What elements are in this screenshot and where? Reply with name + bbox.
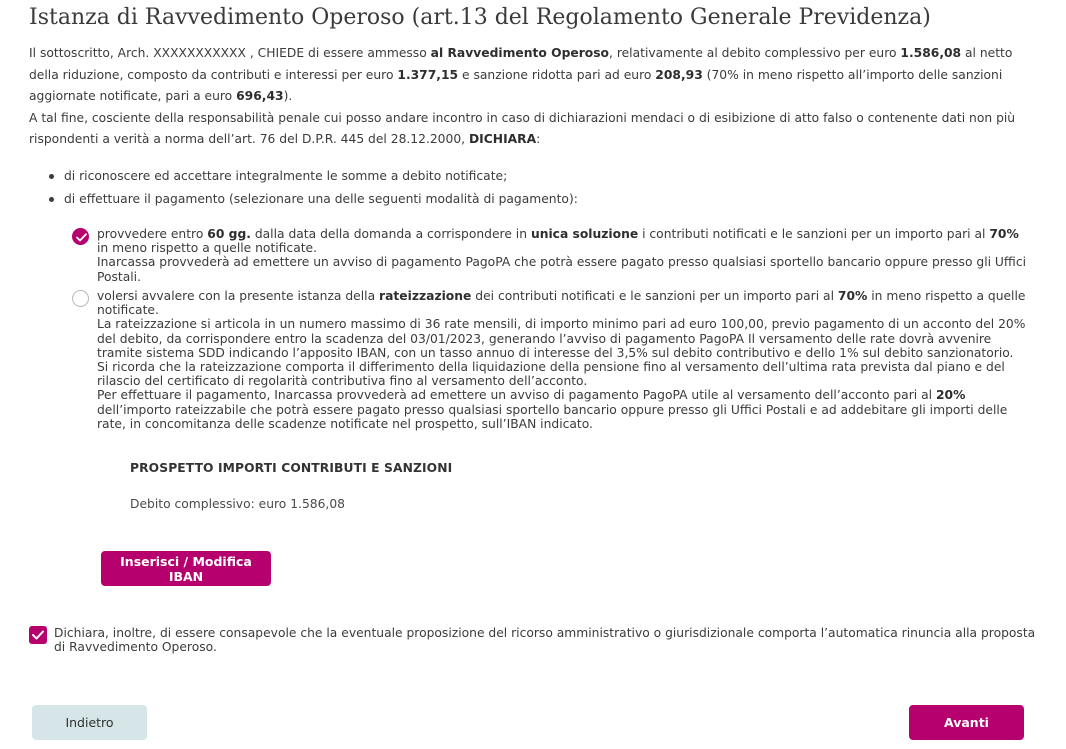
checkmark-icon	[32, 630, 44, 640]
text-segment: in meno rispetto a quelle notificate.	[97, 289, 1026, 318]
text-segment: ).	[283, 89, 293, 103]
text-segment-bold: 208,93	[655, 67, 703, 82]
debito-complessivo: Debito complessivo: euro 1.586,08	[130, 497, 345, 511]
list-item	[48, 188, 578, 211]
text-segment: dalla data della domanda a corrispondere in	[250, 227, 531, 241]
text-segment-bold: al Ravvedimento Operoso	[430, 46, 609, 60]
dichiara-text: Dichiara, inoltre, di essere consapevole che la eventuale proposizione del ricorso amministrativo o giurisdizionale comporta l’automatica rinuncia alla proposta di Ravvedimento Operoso.	[54, 626, 1036, 655]
payment-option-line	[97, 388, 1032, 431]
text-segment-bold: DICHIARA	[468, 132, 537, 146]
text-segment-bold: 20%	[935, 388, 966, 403]
text-segment: dei contributi notificati e le sanzioni per un importo pari al	[471, 289, 838, 303]
next-button[interactable]: Avanti	[909, 705, 1024, 740]
text-segment: A tal fine, cosciente della responsabilità penale cui posso andare incontro in caso di dichiarazioni mendaci o di esibizione di atto falso o contenente dati non più rispondenti a verità a norma dell’art. 76 del D.P.R. 445 del 28.12.2000,	[29, 110, 1016, 146]
payment-option-text	[97, 289, 1032, 431]
text-segment: :	[536, 132, 541, 146]
text-segment: Si ricorda che la rateizzazione comporta il differimento della liquidazione della pensione fino al versamento dell’ultima rata prevista dal piano e del rilascio del certificato di regolarità contributiva fino al versamento dell’acconto.	[97, 360, 1005, 389]
payment-option-line	[97, 317, 1032, 360]
payment-option-text	[97, 227, 1032, 284]
payment-option-rateizzazione[interactable]	[72, 289, 1032, 431]
text-segment: provvedere entro	[97, 227, 208, 241]
text-segment: in meno rispetto a quelle notificate.	[97, 241, 318, 256]
text-segment: i contributi notificati e le sanzioni per un importo pari al	[638, 227, 990, 241]
text-segment-bold: 1.377,15	[397, 67, 459, 82]
intro-text	[29, 43, 1029, 151]
back-button[interactable]: Indietro	[32, 705, 147, 740]
dichiara-checkbox-row[interactable]	[29, 626, 1039, 654]
bullet-dot-icon	[49, 174, 54, 179]
text-segment: al netto della riduzione, composto da contributi e interessi per euro	[29, 46, 1013, 82]
text-segment: Per effettuare il pagamento, Inarcassa provvederà ad emettere un avviso di pagamento PagoPA utile al versamento dell’acconto pari al	[97, 388, 936, 403]
text-segment-bold: 1.586,08	[900, 46, 962, 60]
text-segment-bold: 696,43	[236, 89, 284, 103]
text-segment-bold: 70%	[837, 289, 868, 303]
list-item	[48, 165, 578, 188]
text-segment: Inarcassa provvederà ad emettere un avviso di pagamento PagoPA che potrà essere pagato presso qualsiasi sportello bancario oppure presso gli Uffici Postali.	[97, 255, 1026, 284]
text-segment: (70% in meno rispetto all’importo delle sanzioni aggiornate notificate, pari a euro	[29, 67, 1003, 103]
list-item-text: di effettuare il pagamento (selezionare una delle seguenti modalità di pagamento):	[64, 192, 578, 206]
text-segment-bold: rateizzazione	[379, 289, 472, 303]
payment-option-unica-soluzione[interactable]	[72, 227, 1032, 284]
iban-button[interactable]: Inserisci / Modifica IBAN	[101, 551, 271, 586]
bullet-dot-icon	[49, 197, 54, 202]
payment-option-line	[97, 227, 1032, 255]
text-segment: Il sottoscritto, Arch. XXXXXXXXXXX , CHIEDE di essere ammesso	[29, 46, 431, 60]
declaration-list	[48, 165, 578, 211]
text-segment: La rateizzazione si articola in un numero massimo di 36 rate mensili, di importo minimo pari ad euro 100,00, previo pagamento di un acconto del 20% del debito, da corrispondere entro la scadenza del 03/01/2023, generando l’avviso di pagamento PagoPA Il versamento delle rate dovrà avvenire tramite sistema SDD indicando l’apposito IBAN, con un tasso annuo di interesse del 3,5% sul debito contributivo e dello 1% sul debito sanzionatorio.	[97, 317, 1026, 360]
text-segment: dell’importo rateizzabile che potrà essere pagato presso qualsiasi sportello bancario oppure presso gli Uffici Postali e ad addebitare gli importi delle rate, in concomitanza delle scadenze notificate nel prospetto, sull’IBAN indicato.	[97, 402, 1008, 431]
checkmark-icon	[76, 233, 87, 242]
list-item-text: di riconoscere ed accettare integralmente le somme a debito notificate;	[64, 169, 508, 183]
prospetto-title: PROSPETTO IMPORTI CONTRIBUTI E SANZIONI	[130, 461, 453, 475]
text-segment: , relativamente al debito complessivo per euro	[609, 46, 901, 60]
page-title: Istanza di Ravvedimento Operoso (art.13 del Regolamento Generale Previdenza)	[29, 5, 931, 30]
text-segment-bold: 70%	[989, 227, 1019, 241]
text-segment: volersi avvalere con la presente istanza della	[97, 289, 380, 303]
text-segment-bold: 60 gg.	[207, 227, 251, 241]
radio-unchecked-icon[interactable]	[72, 290, 89, 307]
payment-option-line	[97, 360, 1032, 388]
payment-option-line	[97, 289, 1032, 317]
intro-paragraph-2	[29, 108, 1029, 151]
intro-paragraph-1	[29, 43, 1029, 108]
radio-checked-icon[interactable]	[72, 228, 89, 245]
text-segment: e sanzione ridotta pari ad euro	[458, 67, 656, 82]
text-segment-bold: unica soluzione	[530, 227, 639, 241]
payment-option-line	[97, 255, 1032, 283]
checkbox-checked-icon[interactable]	[29, 626, 47, 644]
